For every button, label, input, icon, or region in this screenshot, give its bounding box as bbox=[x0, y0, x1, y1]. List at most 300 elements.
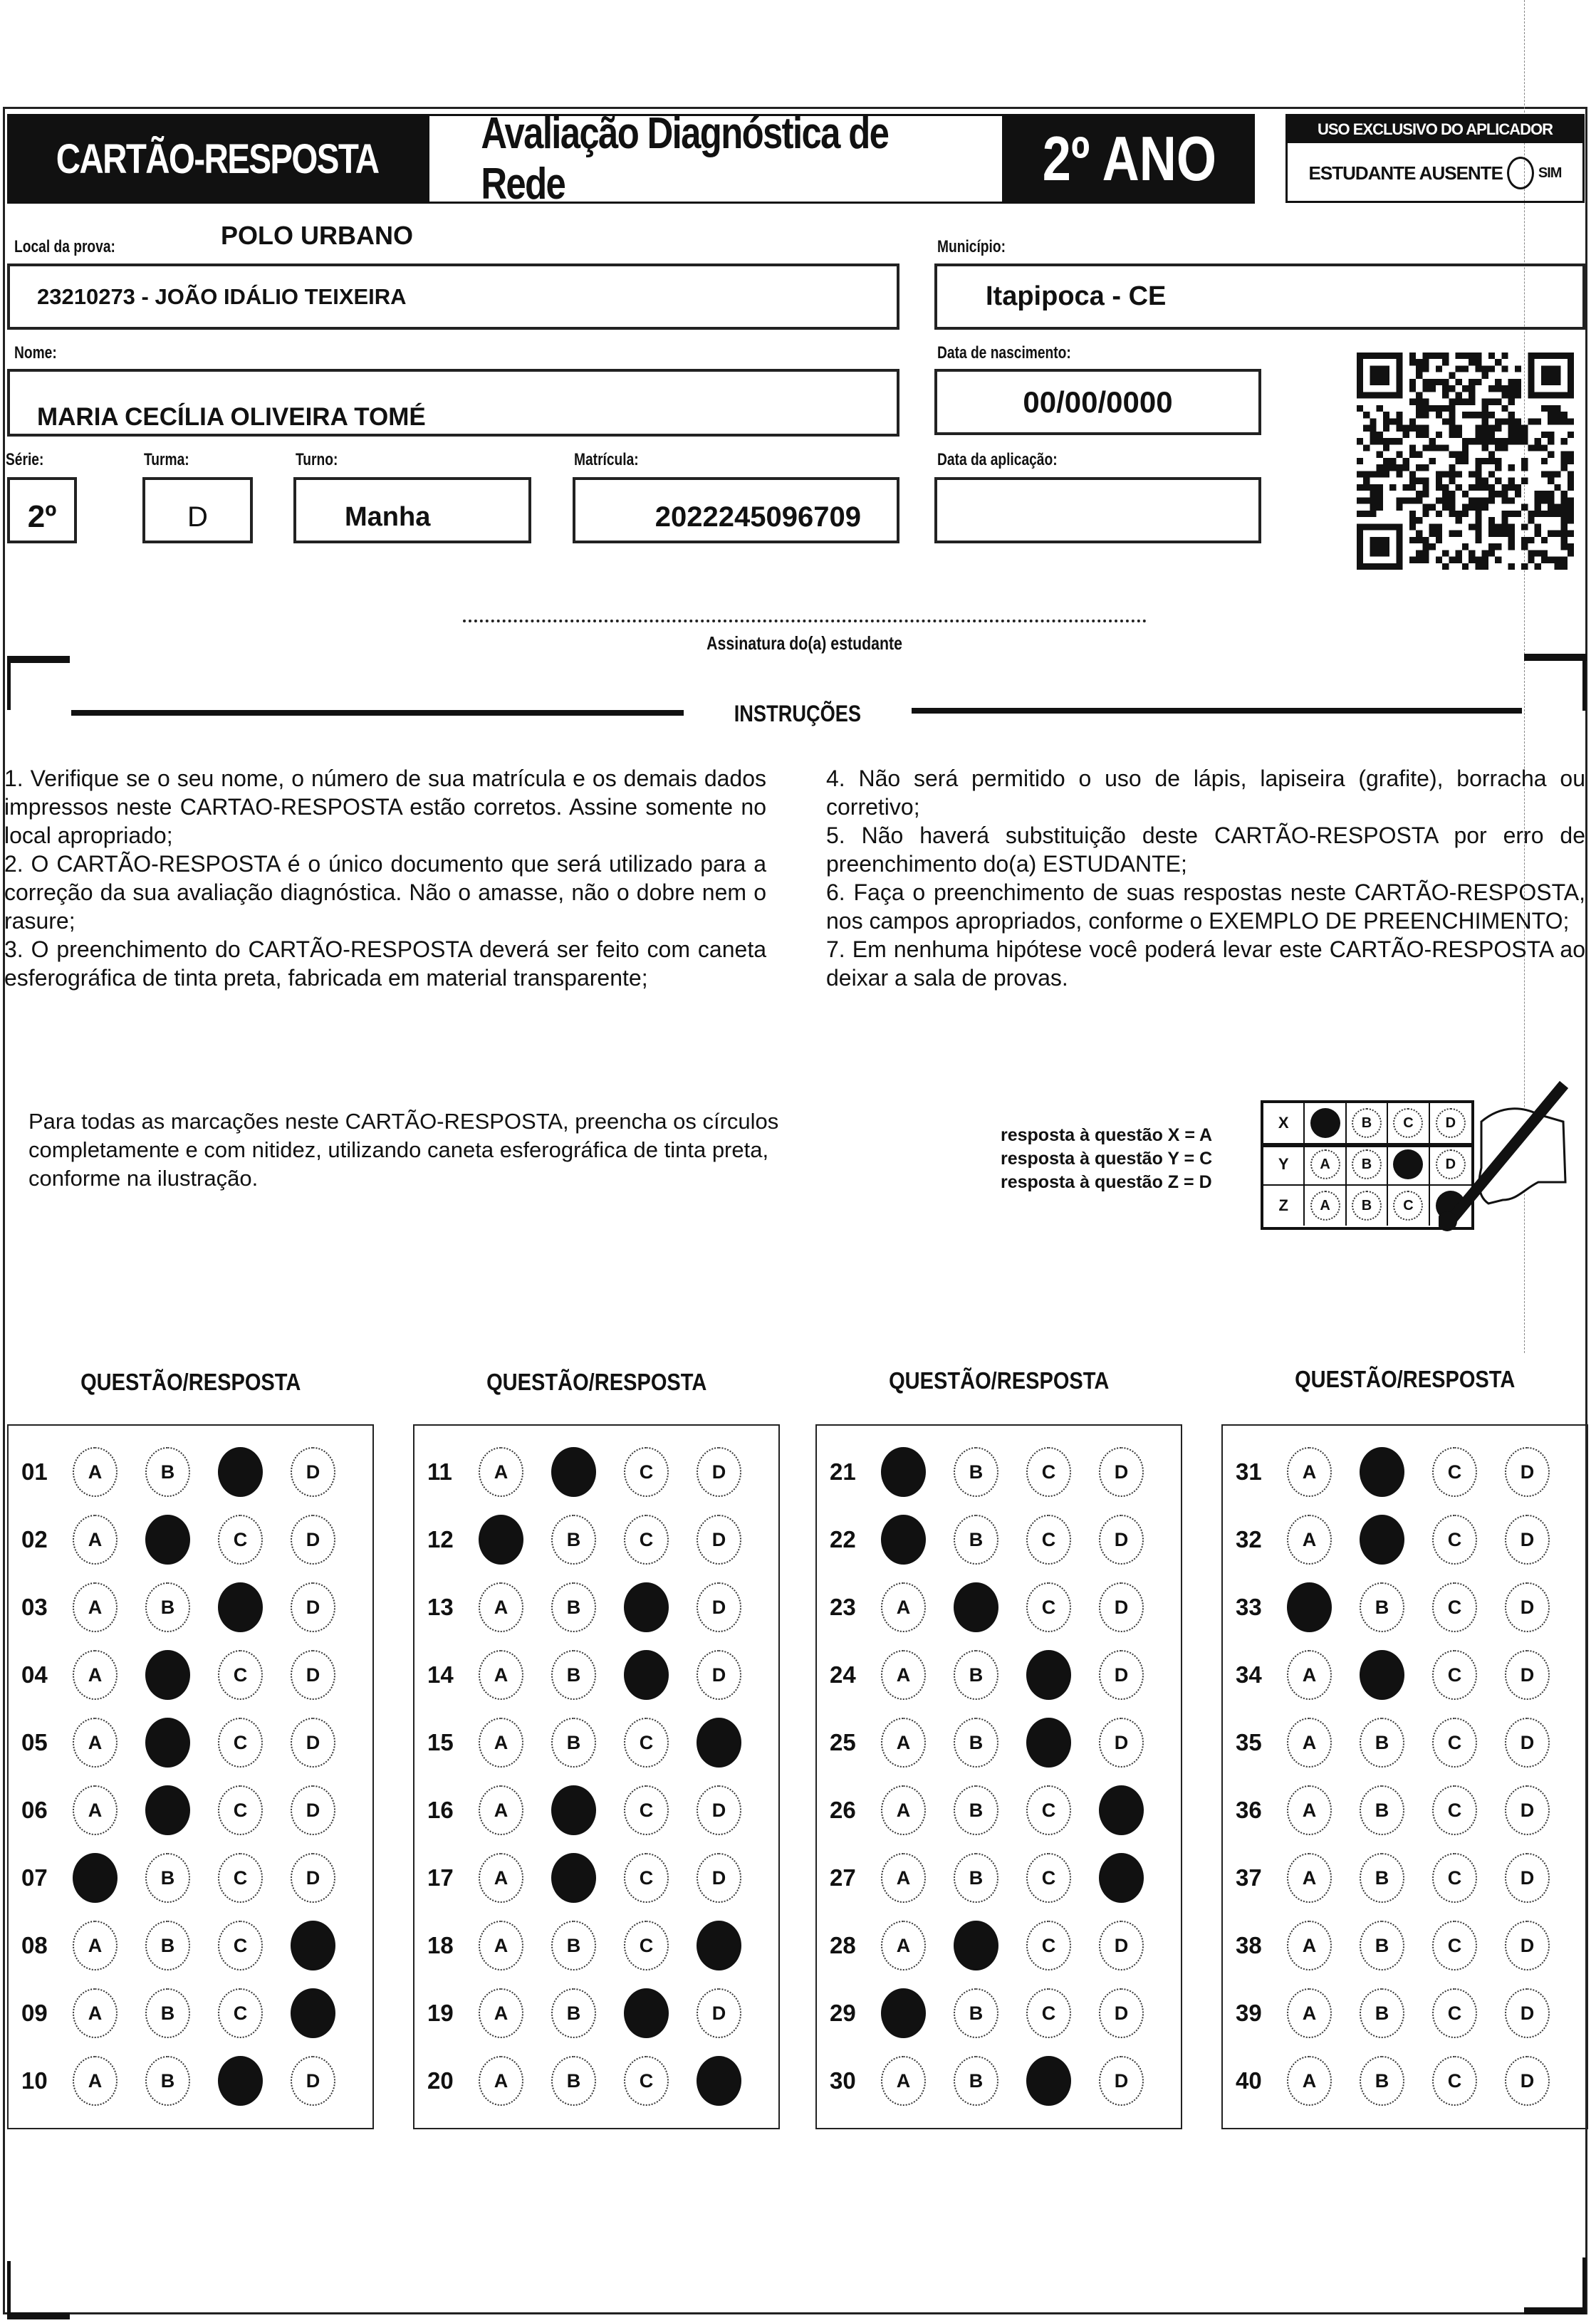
qr-module bbox=[1416, 497, 1422, 503]
answer-bubble-c[interactable]: C bbox=[1432, 1582, 1477, 1632]
qr-module bbox=[1469, 484, 1475, 491]
answer-bubble-c[interactable]: C bbox=[624, 1853, 669, 1903]
answer-bubble-b[interactable]: B bbox=[954, 2056, 998, 2106]
answer-bubble-c[interactable]: C bbox=[218, 1515, 263, 1565]
answer-bubble-c[interactable] bbox=[218, 2056, 263, 2106]
qr-module bbox=[1456, 425, 1462, 432]
answer-bubble-d[interactable]: D bbox=[697, 1853, 741, 1903]
answer-bubble-c[interactable]: C bbox=[1026, 1447, 1071, 1497]
qr-module bbox=[1501, 353, 1508, 359]
answer-bubble-c[interactable]: C bbox=[1432, 1988, 1477, 2038]
answer-bubble-a[interactable]: A bbox=[479, 1921, 523, 1970]
qr-module bbox=[1501, 517, 1508, 523]
qr-module bbox=[1422, 550, 1429, 556]
qr-module bbox=[1357, 405, 1363, 412]
answer-bubble-a[interactable]: A bbox=[73, 1785, 118, 1835]
qr-module bbox=[1495, 418, 1501, 424]
qr-module bbox=[1462, 365, 1469, 372]
answer-bubble-b[interactable]: B bbox=[551, 1921, 596, 1970]
qr-module bbox=[1462, 438, 1469, 444]
signature-line[interactable] bbox=[463, 620, 1147, 622]
nascimento-value: 00/00/0000 bbox=[1023, 385, 1173, 419]
qr-module bbox=[1475, 557, 1481, 563]
answer-bubble-c[interactable] bbox=[218, 1447, 263, 1497]
example-question-label: X bbox=[1263, 1103, 1305, 1143]
answer-bubble-b[interactable]: B bbox=[1360, 1853, 1404, 1903]
answer-bubble-a[interactable]: A bbox=[73, 2056, 118, 2106]
answer-bubble-a[interactable]: A bbox=[479, 1988, 523, 2038]
answer-bubble-c[interactable]: C bbox=[218, 1650, 263, 1700]
answer-bubble-d[interactable]: D bbox=[291, 1718, 335, 1768]
answer-bubble-b[interactable]: B bbox=[954, 1515, 998, 1565]
answer-bubble-d[interactable]: D bbox=[1505, 1853, 1550, 1903]
answer-bubble-b[interactable]: B bbox=[1360, 1921, 1404, 1970]
answer-bubble-c[interactable]: C bbox=[624, 1515, 669, 1565]
qr-module bbox=[1416, 425, 1422, 432]
answer-bubble-c[interactable]: C bbox=[218, 1785, 263, 1835]
qr-module bbox=[1449, 497, 1455, 503]
absent-bubble[interactable] bbox=[1507, 157, 1534, 189]
answer-bubble-d[interactable]: D bbox=[1505, 1515, 1550, 1565]
qr-module bbox=[1515, 385, 1521, 392]
turno-field bbox=[293, 477, 531, 543]
answer-bubble-b[interactable] bbox=[954, 1582, 998, 1632]
answer-bubble-b[interactable]: B bbox=[1360, 2056, 1404, 2106]
answer-bubble-d[interactable]: D bbox=[697, 1988, 741, 2038]
qr-module bbox=[1409, 471, 1416, 477]
answer-bubble-a[interactable]: A bbox=[479, 1785, 523, 1835]
qr-module bbox=[1370, 432, 1376, 438]
qr-module bbox=[1456, 353, 1462, 359]
qr-module bbox=[1561, 557, 1568, 563]
answer-bubble-a[interactable]: A bbox=[479, 1650, 523, 1700]
qr-module bbox=[1409, 379, 1416, 385]
municipio-label-text: Município: bbox=[937, 237, 1006, 256]
answer-bubble-c[interactable]: C bbox=[624, 1785, 669, 1835]
answer-bubble-a[interactable]: A bbox=[73, 1650, 118, 1700]
answer-bubble-c[interactable]: C bbox=[1026, 1853, 1071, 1903]
answer-bubble-d[interactable] bbox=[697, 1921, 741, 1970]
local-label bbox=[14, 237, 140, 257]
answer-bubble-c[interactable]: C bbox=[1026, 1988, 1071, 2038]
question-number: 12 bbox=[427, 1526, 454, 1552]
answer-bubble-d[interactable]: D bbox=[291, 1582, 335, 1632]
answer-bubble-d[interactable]: D bbox=[1505, 1718, 1550, 1768]
answer-bubble-a[interactable] bbox=[1287, 1582, 1332, 1632]
answer-bubble-b[interactable] bbox=[954, 1921, 998, 1970]
answer-bubble-b[interactable]: B bbox=[1360, 1582, 1404, 1632]
qr-module bbox=[1482, 557, 1488, 563]
answer-bubble-b[interactable]: B bbox=[954, 1785, 998, 1835]
qr-module bbox=[1462, 385, 1469, 392]
qr-module bbox=[1416, 451, 1422, 458]
answer-bubble-d[interactable] bbox=[697, 2056, 741, 2106]
answer-bubble-b[interactable]: B bbox=[145, 1853, 190, 1903]
question-number: 36 bbox=[1236, 1797, 1262, 1823]
qr-module bbox=[1488, 471, 1495, 477]
aplicacao-field[interactable] bbox=[934, 477, 1261, 543]
answer-bubble-a[interactable]: A bbox=[73, 1582, 118, 1632]
hand-pen-icon bbox=[1439, 1075, 1581, 1239]
answer-bubble-b[interactable]: B bbox=[954, 1718, 998, 1768]
qr-module bbox=[1475, 353, 1481, 359]
answer-bubble-b[interactable] bbox=[1360, 1650, 1404, 1700]
answer-bubble-c[interactable] bbox=[624, 1650, 669, 1700]
answer-bubble-b[interactable]: B bbox=[954, 1988, 998, 2038]
answer-bubble-b[interactable]: B bbox=[954, 1853, 998, 1903]
answer-bubble-d[interactable]: D bbox=[1099, 2056, 1144, 2106]
qr-module bbox=[1429, 438, 1436, 444]
qr-module bbox=[1541, 365, 1561, 385]
qr-module bbox=[1416, 491, 1422, 497]
answer-bubble-c[interactable]: C bbox=[624, 2056, 669, 2106]
qr-module bbox=[1449, 478, 1455, 484]
answer-bubble-a[interactable]: A bbox=[1287, 1785, 1332, 1835]
qr-module bbox=[1568, 511, 1574, 517]
qr-module bbox=[1488, 531, 1495, 537]
qr-module bbox=[1561, 497, 1568, 503]
municipio-label bbox=[937, 237, 1023, 257]
qr-module bbox=[1449, 425, 1455, 432]
qr-module bbox=[1528, 537, 1534, 543]
qr-module bbox=[1554, 405, 1560, 412]
qr-module bbox=[1482, 497, 1488, 503]
answer-bubble-c[interactable]: C bbox=[1432, 1447, 1477, 1497]
answer-bubble-a[interactable]: A bbox=[73, 1447, 118, 1497]
corner-mark-bottom-right bbox=[1524, 2307, 1585, 2314]
answer-bubble-d[interactable]: D bbox=[1505, 1447, 1550, 1497]
qr-module bbox=[1363, 484, 1370, 491]
answer-bubble-a[interactable]: A bbox=[881, 1718, 926, 1768]
instructions-title-text: INSTRUÇÕES bbox=[734, 701, 862, 726]
answer-bubble-c[interactable] bbox=[1026, 2056, 1071, 2106]
answer-bubble-a[interactable]: A bbox=[73, 1515, 118, 1565]
answer-bubble-d[interactable]: D bbox=[697, 1515, 741, 1565]
answer-bubble-a[interactable]: A bbox=[479, 1853, 523, 1903]
qr-module bbox=[1482, 563, 1488, 570]
qr-module bbox=[1554, 531, 1560, 537]
answer-bubble-c[interactable]: C bbox=[624, 1718, 669, 1768]
qr-module bbox=[1429, 523, 1436, 530]
qr-module bbox=[1377, 497, 1383, 503]
qr-module bbox=[1456, 458, 1462, 464]
question-number: 28 bbox=[830, 1932, 856, 1958]
qr-module bbox=[1501, 405, 1508, 412]
qr-module bbox=[1377, 491, 1383, 497]
qr-module bbox=[1501, 365, 1508, 372]
answer-bubble-a[interactable]: A bbox=[881, 1650, 926, 1700]
qr-module bbox=[1409, 385, 1416, 392]
answer-bubble-b[interactable] bbox=[1360, 1447, 1404, 1497]
qr-module bbox=[1521, 438, 1528, 444]
answer-bubble-b[interactable] bbox=[145, 1785, 190, 1835]
answer-bubble-c[interactable]: C bbox=[1026, 1515, 1071, 1565]
example-legend-item: resposta à questão Z = D bbox=[1001, 1172, 1212, 1192]
answer-bubble-a[interactable]: A bbox=[1287, 1718, 1332, 1768]
answer-bubble-b[interactable]: B bbox=[551, 1988, 596, 2038]
question-number: 30 bbox=[830, 2067, 856, 2094]
answer-bubble-c[interactable]: C bbox=[218, 1921, 263, 1970]
answer-bubble-a[interactable]: A bbox=[1287, 2056, 1332, 2106]
answer-bubble-b[interactable]: B bbox=[145, 1582, 190, 1632]
qr-module bbox=[1442, 563, 1449, 570]
qr-module bbox=[1488, 458, 1495, 464]
absent-option-label: SIM bbox=[1538, 165, 1562, 181]
qr-module bbox=[1488, 353, 1495, 359]
answer-bubble-b[interactable]: B bbox=[551, 1718, 596, 1768]
answer-bubble-b[interactable] bbox=[145, 1718, 190, 1768]
qr-module bbox=[1409, 444, 1416, 451]
answer-bubble-d[interactable]: D bbox=[291, 1785, 335, 1835]
qr-module bbox=[1449, 557, 1455, 563]
qr-module bbox=[1449, 491, 1455, 497]
answer-bubble-c[interactable]: C bbox=[624, 1447, 669, 1497]
answer-bubble-d[interactable]: D bbox=[697, 1447, 741, 1497]
answer-bubble-d[interactable]: D bbox=[291, 1650, 335, 1700]
answer-bubble-d[interactable]: D bbox=[291, 1515, 335, 1565]
answer-bubble-c[interactable] bbox=[1026, 1718, 1071, 1768]
answers-header-4 bbox=[1221, 1366, 1588, 1393]
answer-bubble-d[interactable]: D bbox=[1099, 1582, 1144, 1632]
qr-module bbox=[1554, 511, 1560, 517]
answer-bubble-c[interactable]: C bbox=[218, 1988, 263, 2038]
question-number: 38 bbox=[1236, 1932, 1262, 1958]
answer-bubble-a[interactable]: A bbox=[1287, 1853, 1332, 1903]
qr-module bbox=[1548, 432, 1554, 438]
answer-bubble-b[interactable] bbox=[145, 1515, 190, 1565]
qr-module bbox=[1554, 504, 1560, 511]
answer-bubble-c[interactable]: C bbox=[1432, 1718, 1477, 1768]
answer-bubble-d[interactable]: D bbox=[1505, 1921, 1550, 1970]
answer-bubble-d[interactable]: D bbox=[1505, 2056, 1550, 2106]
qr-module bbox=[1436, 365, 1442, 372]
qr-module bbox=[1482, 399, 1488, 405]
qr-module bbox=[1508, 464, 1515, 471]
answer-bubble-d[interactable] bbox=[1099, 1785, 1144, 1835]
answer-bubble-a[interactable]: A bbox=[881, 1582, 926, 1632]
answer-bubble-c[interactable] bbox=[624, 1582, 669, 1632]
question-number: 17 bbox=[427, 1864, 454, 1891]
instruction-item: 4. Não será permitido o uso de lápis, lapiseira (grafite), borracha ou corretivo; bbox=[826, 766, 1585, 820]
answer-bubble-c[interactable]: C bbox=[1432, 1853, 1477, 1903]
answer-bubble-b[interactable]: B bbox=[551, 1515, 596, 1565]
qr-module bbox=[1377, 471, 1383, 477]
answer-bubble-d[interactable] bbox=[291, 1921, 335, 1970]
answer-bubble-d[interactable]: D bbox=[697, 1582, 741, 1632]
answer-bubble-c[interactable]: C bbox=[1026, 1785, 1071, 1835]
answer-bubble-a[interactable]: A bbox=[1287, 1921, 1332, 1970]
answer-bubble-d[interactable]: D bbox=[1505, 1582, 1550, 1632]
answer-bubble-a[interactable]: A bbox=[1287, 1515, 1332, 1565]
answer-bubble-a[interactable]: A bbox=[881, 1921, 926, 1970]
answer-bubble-a[interactable] bbox=[881, 1447, 926, 1497]
answer-bubble-a[interactable]: A bbox=[881, 2056, 926, 2106]
question-number: 29 bbox=[830, 2000, 856, 2026]
qr-module bbox=[1456, 484, 1462, 491]
qr-module bbox=[1403, 432, 1409, 438]
school-value: 23210273 - JOÃO IDÁLIO TEIXEIRA bbox=[37, 283, 407, 309]
answer-bubble-a[interactable]: A bbox=[73, 1988, 118, 2038]
answer-bubble-d[interactable]: D bbox=[1099, 1515, 1144, 1565]
qr-module bbox=[1541, 471, 1548, 477]
qr-module bbox=[1535, 504, 1541, 511]
answer-bubble-a[interactable] bbox=[479, 1515, 523, 1565]
answer-bubble-d[interactable]: D bbox=[1505, 1650, 1550, 1700]
answer-bubble-c[interactable]: C bbox=[1432, 1650, 1477, 1700]
qr-module bbox=[1429, 543, 1436, 550]
qr-module bbox=[1442, 471, 1449, 477]
answer-bubble-a[interactable]: A bbox=[1287, 1988, 1332, 2038]
qr-module bbox=[1370, 418, 1376, 424]
answer-bubble-b[interactable] bbox=[551, 1853, 596, 1903]
serie-value: 2º bbox=[27, 498, 57, 534]
qr-module bbox=[1482, 405, 1488, 412]
qr-module bbox=[1515, 392, 1521, 398]
question-row bbox=[1223, 1575, 1587, 1639]
question-row bbox=[9, 1981, 372, 2045]
qr-module bbox=[1482, 484, 1488, 491]
question-row bbox=[817, 1778, 1181, 1842]
qr-module bbox=[1495, 523, 1501, 530]
matricula-value: 2022245096709 bbox=[654, 501, 861, 533]
answer-bubble-a[interactable] bbox=[73, 1853, 118, 1903]
qr-module bbox=[1568, 543, 1574, 550]
answer-bubble-d[interactable]: D bbox=[1099, 1921, 1144, 1970]
answer-bubble-a[interactable]: A bbox=[881, 1853, 926, 1903]
answer-bubble-c[interactable]: C bbox=[218, 1718, 263, 1768]
question-number: 23 bbox=[830, 1594, 856, 1620]
answer-bubble-d[interactable]: D bbox=[1505, 1785, 1550, 1835]
answer-bubble-b[interactable]: B bbox=[551, 1582, 596, 1632]
answer-bubble-d[interactable] bbox=[291, 1988, 335, 2038]
answer-bubble-b[interactable]: B bbox=[145, 1921, 190, 1970]
answer-bubble-d[interactable]: D bbox=[291, 1853, 335, 1903]
answer-bubble-b[interactable]: B bbox=[954, 1650, 998, 1700]
answer-bubble-c[interactable] bbox=[624, 1988, 669, 2038]
answer-bubble-c[interactable] bbox=[1026, 1650, 1071, 1700]
answer-bubble-a[interactable]: A bbox=[73, 1921, 118, 1970]
example-bubble-d: D bbox=[1436, 1149, 1466, 1179]
answer-bubble-a[interactable]: A bbox=[479, 1718, 523, 1768]
qr-module bbox=[1501, 444, 1508, 451]
qr-module bbox=[1535, 491, 1541, 497]
absent-label: ESTUDANTE AUSENTE bbox=[1308, 162, 1503, 184]
answer-bubble-a[interactable]: A bbox=[73, 1718, 118, 1768]
answer-bubble-b[interactable]: B bbox=[1360, 1988, 1404, 2038]
qr-module bbox=[1409, 451, 1416, 458]
qr-module bbox=[1475, 497, 1481, 503]
answer-bubble-d[interactable]: D bbox=[1099, 1650, 1144, 1700]
answer-column-1 bbox=[7, 1424, 374, 2129]
qr-module bbox=[1462, 504, 1469, 511]
qr-module bbox=[1482, 444, 1488, 451]
answer-bubble-d[interactable] bbox=[1099, 1853, 1144, 1903]
answer-bubble-a[interactable]: A bbox=[479, 1582, 523, 1632]
example-bubble-c: C bbox=[1393, 1191, 1423, 1221]
answer-bubble-b[interactable]: B bbox=[954, 1447, 998, 1497]
answer-bubble-b[interactable] bbox=[551, 1447, 596, 1497]
qr-module bbox=[1429, 405, 1436, 412]
qr-module bbox=[1568, 471, 1574, 477]
example-bubble-b: B bbox=[1352, 1149, 1382, 1179]
answer-column-4 bbox=[1221, 1424, 1588, 2129]
qr-module bbox=[1521, 523, 1528, 530]
answer-bubble-b[interactable]: B bbox=[145, 1447, 190, 1497]
answer-bubble-b[interactable]: B bbox=[1360, 1718, 1404, 1768]
answer-bubble-a[interactable]: A bbox=[1287, 1447, 1332, 1497]
answer-bubble-c[interactable]: C bbox=[218, 1853, 263, 1903]
answer-bubble-c[interactable]: C bbox=[1432, 1785, 1477, 1835]
qr-module bbox=[1508, 478, 1515, 484]
answer-bubble-c[interactable]: C bbox=[624, 1921, 669, 1970]
question-row bbox=[817, 1711, 1181, 1775]
answer-bubble-b[interactable] bbox=[1360, 1515, 1404, 1565]
qr-module bbox=[1469, 353, 1475, 359]
qr-module bbox=[1442, 418, 1449, 424]
qr-module bbox=[1370, 365, 1389, 385]
answer-bubble-d[interactable]: D bbox=[1099, 1988, 1144, 2038]
answer-bubble-d[interactable]: D bbox=[697, 1650, 741, 1700]
answer-bubble-a[interactable]: A bbox=[881, 1785, 926, 1835]
qr-module bbox=[1456, 379, 1462, 385]
answer-bubble-b[interactable]: B bbox=[145, 1988, 190, 2038]
answer-bubble-d[interactable]: D bbox=[291, 1447, 335, 1497]
qr-module bbox=[1475, 484, 1481, 491]
answer-bubble-a[interactable] bbox=[881, 1515, 926, 1565]
qr-module bbox=[1561, 531, 1568, 537]
qr-module bbox=[1535, 511, 1541, 517]
qr-module bbox=[1449, 385, 1455, 392]
answer-bubble-a[interactable]: A bbox=[1287, 1650, 1332, 1700]
qr-module bbox=[1442, 405, 1449, 412]
answer-bubble-d[interactable]: D bbox=[1099, 1447, 1144, 1497]
qr-module bbox=[1436, 412, 1442, 418]
answer-bubble-b[interactable] bbox=[551, 1785, 596, 1835]
answer-bubble-c[interactable]: C bbox=[1432, 1515, 1477, 1565]
answer-bubble-d[interactable]: D bbox=[1099, 1718, 1144, 1768]
answer-bubble-d[interactable]: D bbox=[291, 2056, 335, 2106]
answer-bubble-d[interactable] bbox=[697, 1718, 741, 1768]
answer-bubble-b[interactable]: B bbox=[551, 2056, 596, 2106]
answer-bubble-a[interactable]: A bbox=[479, 2056, 523, 2106]
question-row bbox=[414, 2049, 778, 2113]
qr-module bbox=[1422, 444, 1429, 451]
answer-bubble-c[interactable] bbox=[218, 1582, 263, 1632]
qr-module bbox=[1568, 550, 1574, 556]
answer-bubble-b[interactable] bbox=[145, 1650, 190, 1700]
qr-module bbox=[1403, 484, 1409, 491]
qr-module bbox=[1422, 405, 1429, 412]
answer-bubble-b[interactable]: B bbox=[551, 1650, 596, 1700]
answer-bubble-c[interactable]: C bbox=[1432, 1921, 1477, 1970]
answer-bubble-c[interactable]: C bbox=[1432, 2056, 1477, 2106]
qr-module bbox=[1535, 531, 1541, 537]
answer-bubble-c[interactable]: C bbox=[1026, 1921, 1071, 1970]
answer-bubble-b[interactable]: B bbox=[145, 2056, 190, 2106]
answer-bubble-d[interactable]: D bbox=[697, 1785, 741, 1835]
answer-bubble-a[interactable] bbox=[881, 1988, 926, 2038]
example-bubble-a bbox=[1310, 1108, 1340, 1138]
answer-bubble-a[interactable]: A bbox=[479, 1447, 523, 1497]
nome-field bbox=[7, 369, 899, 437]
qr-module bbox=[1456, 392, 1462, 398]
qr-module bbox=[1449, 451, 1455, 458]
answer-bubble-b[interactable]: B bbox=[1360, 1785, 1404, 1835]
answer-bubble-c[interactable]: C bbox=[1026, 1582, 1071, 1632]
corner-mark-top-left-v bbox=[7, 656, 11, 710]
question-number: 03 bbox=[21, 1594, 48, 1620]
answer-bubble-d[interactable]: D bbox=[1505, 1988, 1550, 2038]
